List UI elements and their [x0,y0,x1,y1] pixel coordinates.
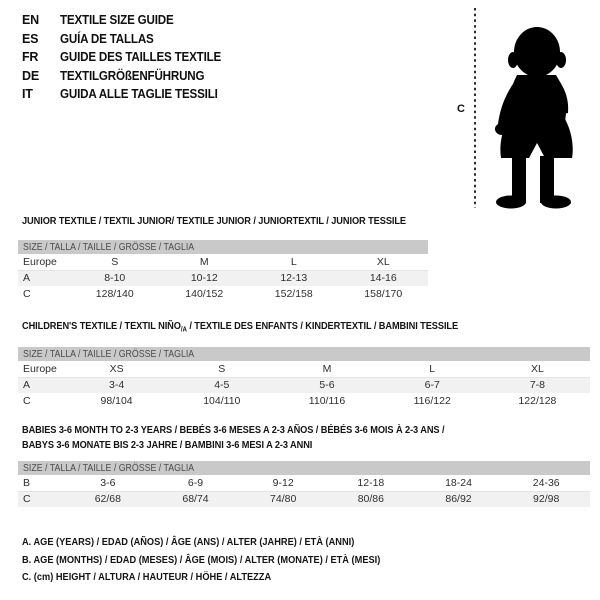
table-cell: M [322,363,332,376]
table-cell: 24-36 [532,477,560,490]
table-cell: 12-18 [357,477,385,490]
table-cell: 74/80 [270,493,297,506]
table-cell: 7-8 [529,379,545,392]
size-header-bar: SIZE / TALLA / TAILLE / GRÖSSE / TAGLIA [18,461,590,475]
figure-height-label: C [457,103,465,115]
row-label: C [23,287,31,300]
row-label: Europe [23,363,57,376]
table-cell: L [429,363,436,376]
table-cell: S [111,256,119,269]
babies-size-table [18,461,590,507]
junior-size-table [18,240,428,302]
table-rows [18,362,590,409]
table-cell: 98/104 [100,394,133,407]
table-cell: 122/128 [518,394,557,407]
table-cell: 80/86 [357,493,384,506]
legend-note-b: B. AGE (MONTHS) / EDAD (MESES) / ÂGE (MOIS) / ALTER (MONATE) / ETÀ (MESI) [22,553,381,566]
table-cell: 116/122 [413,394,451,407]
table-cell: 68/74 [182,493,209,506]
babies-section-title: BABIES 3-6 MONTH TO 2-3 YEARS / BEBÉS 3-6 MESES A 2-3 AÑOS / BÉBÉS 3-6 MOIS À 2-3 ANS / BABYS 3-6 MONATE BIS 2-3 JAHRE / BAMBINI 3-6 MESI A 2-3 ANNI [22,424,445,451]
language-title: GUIDA ALLE TAGLIE TESSILI [60,87,218,102]
language-code: ES [22,31,39,46]
language-title: TEXTILGRÖßENFÜHRUNG [60,68,205,83]
table-cell: 6-9 [187,477,204,490]
row-label: Europe [23,256,57,269]
table-row [18,393,590,409]
table-rows [18,476,590,507]
table-cell: 86/92 [445,493,472,506]
language-title: TEXTILE SIZE GUIDE [60,13,174,28]
language-code: DE [22,68,39,83]
table-row [18,362,590,378]
row-label: A [23,272,31,285]
table-cell: 6-7 [424,379,440,392]
children-section-title: CHILDREN'S TEXTILE / TEXTIL $NIÑO_{/A}$ / TEXTILE DES ENFANTS / KINDERTEXTIL / BAMBINI TESSILE [22,320,459,334]
table-cell: 14-16 [369,272,397,285]
language-code: FR [22,50,39,65]
table-cell: 3-6 [100,477,116,490]
table-cell: M [199,256,209,269]
table-cell: XS [109,363,124,376]
language-row [22,11,233,30]
table-cell: S [218,363,226,376]
table-cell: 10-12 [190,272,218,285]
table-cell: 4-5 [214,379,230,392]
row-label: C [23,394,31,407]
size-header-bar: SIZE / TALLA / TAILLE / GRÖSSE / TAGLIA [18,347,590,361]
language-code: IT [22,87,33,102]
table-cell: 62/68 [94,493,121,506]
junior-section-title: JUNIOR TEXTILE / TEXTIL JUNIOR/ TEXTILE JUNIOR / JUNIORTEXTIL / JUNIOR TESSILE [22,215,407,227]
table-row [18,255,428,271]
table-cell: 18-24 [445,477,472,490]
legend-note-c: C. (cm) HEIGHT / ALTURA / HAUTEUR / HÖHE / ALTEZZA [22,571,272,583]
table-cell: 140/152 [185,287,224,300]
legend-notes [22,536,429,589]
table-row [18,492,590,508]
legend-note-a: A. AGE (YEARS) / EDAD (AÑOS) / ÂGE (ANS) / ALTER (JAHRE) / ETÀ (ANNI) [22,536,355,548]
table-row [18,271,428,287]
table-cell: 9-12 [272,477,294,490]
language-list [22,11,233,104]
table-row [18,476,590,492]
table-cell: L [290,256,297,269]
table-row [18,378,590,394]
table-cell: XL [530,363,544,376]
table-cell: 8-10 [104,272,126,285]
row-label: A [23,379,31,392]
table-cell: 110/116 [308,394,346,407]
table-rows [18,255,428,302]
language-code: EN [22,13,39,28]
language-row [22,48,233,67]
language-row [22,30,233,49]
table-row [18,286,428,302]
language-row [22,67,233,86]
language-row [22,85,233,104]
table-cell: 128/140 [95,287,134,300]
table-cell: 92/98 [533,493,560,506]
table-cell: XL [376,256,390,269]
row-label: C [23,493,31,506]
table-cell: 104/110 [203,394,241,407]
table-cell: 158/170 [364,287,403,300]
row-label: B [23,477,31,490]
table-cell: 5-6 [319,379,335,392]
language-title: GUIDE DES TAILLES TEXTILE [60,50,222,65]
table-cell: 152/158 [274,287,313,300]
children-size-table [18,347,590,409]
table-cell: 12-13 [280,272,308,285]
size-header-bar: SIZE / TALLA / TAILLE / GRÖSSE / TAGLIA [18,240,428,254]
table-cell: 3-4 [109,379,125,392]
language-title: GUÍA DE TALLAS [60,31,154,46]
baby-silhouette [455,5,600,215]
